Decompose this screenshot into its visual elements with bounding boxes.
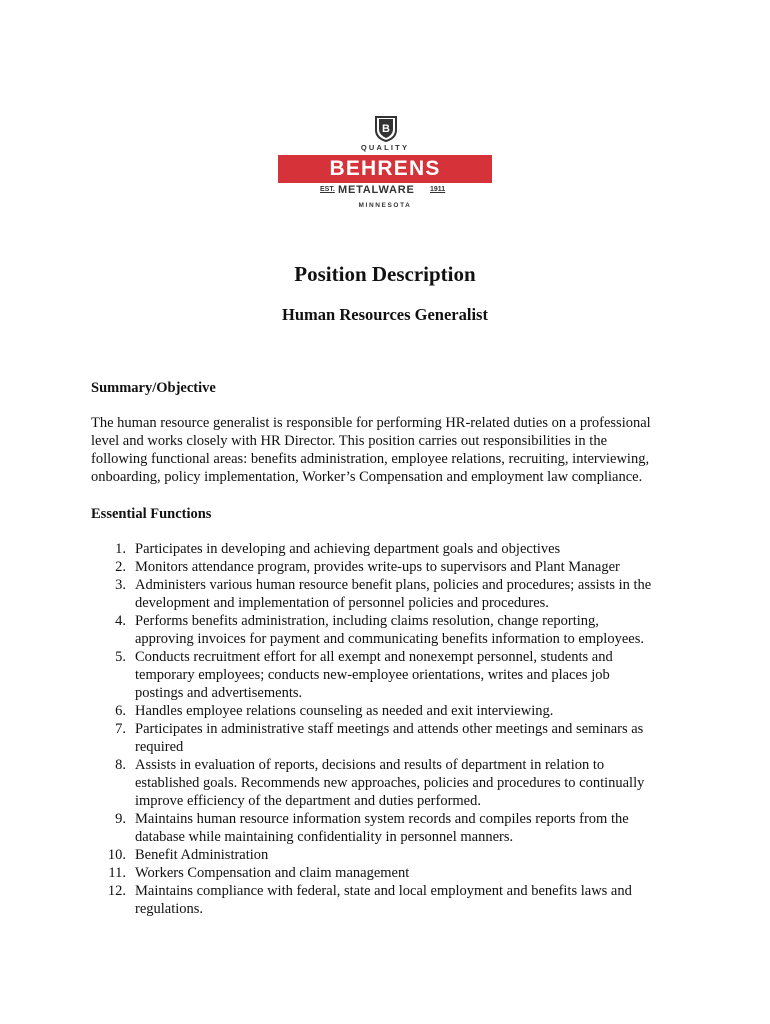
function-text <box>135 864 711 882</box>
function-text-line: Maintains compliance with federal, state and local employment and benefits laws and <box>135 883 632 899</box>
shield-letter: B <box>382 123 390 135</box>
logo-brand-band: BEHRENS <box>278 155 492 183</box>
function-text-line: Workers Compensation and claim management <box>135 865 410 881</box>
function-number: 1. <box>115 541 126 557</box>
function-text-line: postings and advertisements. <box>135 685 303 701</box>
position-title: Human Resources Generalist <box>282 305 488 324</box>
function-text-line: Performs benefits administration, including claims resolution, change reporting, <box>135 613 599 629</box>
function-number: 12. <box>107 883 126 899</box>
function-number: 10. <box>107 847 126 863</box>
page-title: Position Description <box>294 262 476 286</box>
function-item <box>91 846 711 864</box>
function-text-line: approving invoices for payment and communicating benefits information to employees. <box>135 631 644 647</box>
function-text-line: Benefit Administration <box>135 847 269 863</box>
function-text-line: Handles employee relations counseling as needed and exit interviewing. <box>135 703 554 719</box>
function-text-line: regulations. <box>135 901 204 917</box>
function-number: 3. <box>115 577 126 593</box>
summary-line: level and works closely with HR Director. This position carries out responsibilities in the <box>91 433 608 449</box>
company-logo <box>278 112 492 214</box>
function-text <box>135 882 711 918</box>
function-text <box>135 702 711 720</box>
function-item <box>91 540 711 558</box>
function-item <box>91 756 711 810</box>
functions-heading: Essential Functions <box>91 506 212 522</box>
function-text <box>135 846 711 864</box>
function-text-line: Administers various human resource benefit plans, policies and procedures; assists in the <box>135 577 652 593</box>
function-text <box>135 810 711 846</box>
function-item <box>91 864 711 882</box>
shield-icon <box>374 115 398 142</box>
function-item <box>91 648 711 702</box>
function-text-line: Conducts recruitment effort for all exempt and nonexempt personnel, students and <box>135 649 613 665</box>
function-text-line: improve efficiency of the department and duties performed. <box>135 793 481 809</box>
function-text-line: Participates in developing and achieving department goals and objectives <box>135 541 561 557</box>
function-text <box>135 756 711 810</box>
function-text-line: Assists in evaluation of reports, decisions and results of department in relation to <box>135 757 605 773</box>
logo-year: 1911 <box>430 186 446 193</box>
function-text <box>135 612 711 648</box>
logo-est: EST. <box>320 186 335 193</box>
function-text-line: established goals. Recommends new approaches, policies and procedures to continually <box>135 775 645 791</box>
summary-paragraph <box>91 414 691 486</box>
function-text-line: temporary employees; conducts new-employee orientations, writes and places job <box>135 667 610 683</box>
function-text <box>135 540 711 558</box>
function-text-line: Maintains human resource information system records and compiles reports from the <box>135 811 629 827</box>
function-text-line: development and implementation of personnel policies and procedures. <box>135 595 549 611</box>
function-number: 5. <box>115 649 126 665</box>
function-text-line: Participates in administrative staff meetings and attends other meetings and seminars as <box>135 721 644 737</box>
logo-state: MINNESOTA <box>358 202 412 209</box>
function-number: 8. <box>115 757 126 773</box>
summary-line: following functional areas: benefits administration, employee relations, recruiting, interviewing, <box>91 451 650 467</box>
function-number: 9. <box>115 811 126 827</box>
function-number: 4. <box>115 613 126 629</box>
function-number: 2. <box>115 559 126 575</box>
summary-line: onboarding, policy implementation, Worker’s Compensation and employment law compliance. <box>91 469 643 485</box>
function-text-line: Monitors attendance program, provides write-ups to supervisors and Plant Manager <box>135 559 620 575</box>
logo-product: METALWARE <box>338 184 415 196</box>
function-item <box>91 612 711 648</box>
logo-quality-text: QUALITY <box>360 143 410 152</box>
function-item <box>91 810 711 846</box>
function-item <box>91 558 711 576</box>
function-text <box>135 648 711 702</box>
logo-subrow <box>320 184 450 198</box>
function-text <box>135 720 711 756</box>
function-number: 7. <box>115 721 126 737</box>
functions-list <box>91 540 711 918</box>
summary-line: The human resource generalist is responsible for performing HR-related duties on a professional <box>91 415 651 431</box>
function-text-line: database while maintaining confidentiality in personnel manners. <box>135 829 514 845</box>
function-text <box>135 576 711 612</box>
function-item <box>91 576 711 612</box>
function-item <box>91 720 711 756</box>
function-item <box>91 882 711 918</box>
function-number: 11. <box>108 865 126 881</box>
function-text <box>135 558 711 576</box>
function-text-line: required <box>135 739 184 755</box>
summary-heading: Summary/Objective <box>91 380 216 396</box>
function-number: 6. <box>115 703 126 719</box>
function-item <box>91 702 711 720</box>
